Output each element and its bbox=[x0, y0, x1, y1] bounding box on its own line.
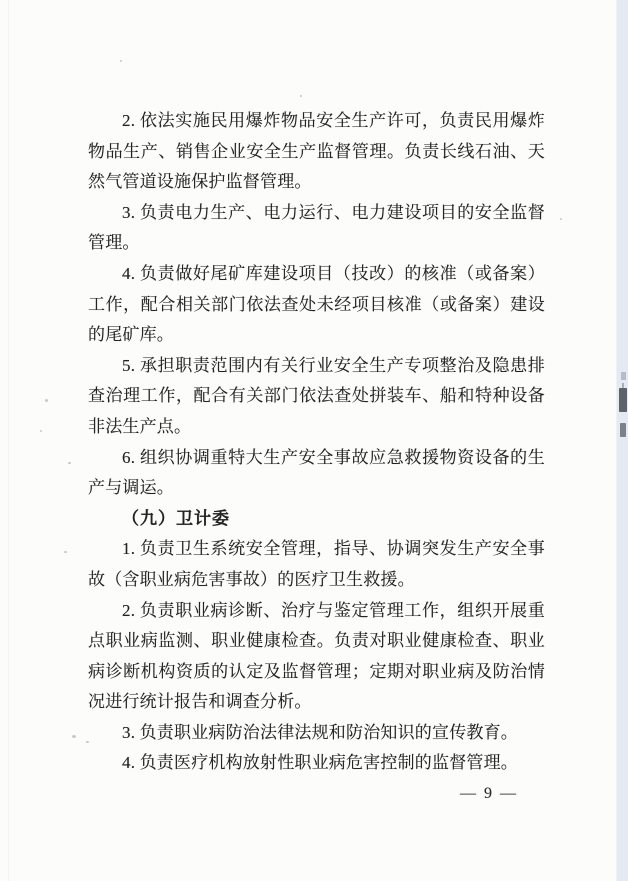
paragraph: 4. 负责做好尾矿库建设项目（技改）的核准（或备案）工作，配合相关部门依法查处未经项目核准（或备案）建设的尾矿库。 bbox=[88, 263, 545, 345]
scan-edge-strip bbox=[616, 0, 628, 881]
scan-speck bbox=[120, 60, 122, 62]
section-heading: （九）卫计委 bbox=[122, 508, 230, 528]
scan-speck bbox=[72, 735, 76, 738]
scan-speck bbox=[560, 218, 562, 220]
paragraph: 4. 负责医疗机构放射性职业病危害控制的监督管理。 bbox=[122, 753, 518, 773]
scan-speck bbox=[40, 430, 42, 432]
page-number: — 9 — bbox=[460, 785, 518, 802]
paragraph: 2. 负责职业病诊断、治疗与鉴定管理工作，组织开展重点职业病监测、职业健康检查。负责对职业健康检查、职业病诊断机构资质的认定及监督管理；定期对职业病及防治情况进行统计报告和调查分析。 bbox=[88, 600, 545, 712]
scan-speck bbox=[68, 462, 71, 464]
scan-fold-line bbox=[8, 0, 9, 881]
scan-smudge bbox=[620, 423, 626, 437]
paragraph: 3. 负责电力生产、电力运行、电力建设项目的安全监督管理。 bbox=[88, 202, 545, 253]
scan-speck bbox=[64, 551, 67, 553]
paragraph: 1. 负责卫生系统安全管理，指导、协调突发生产安全事故（含职业病危害事故）的医疗卫生救援。 bbox=[88, 539, 545, 589]
scan-speck bbox=[45, 399, 48, 402]
scan-smudge bbox=[621, 372, 626, 380]
scan-speck bbox=[300, 95, 302, 97]
scan-smudge bbox=[619, 388, 627, 412]
document-body bbox=[88, 106, 545, 779]
paragraph: 3. 负责职业病防治法律法规和防治知识的宣传教育。 bbox=[122, 722, 518, 742]
paragraph: 6. 组织协调重特大生产安全事故应急救援物资设备的生产与调运。 bbox=[88, 447, 545, 498]
paragraph: 2. 依法实施民用爆炸物品安全生产许可，负责民用爆炸物品生产、销售企业安全生产监督管理。负责长线石油、天然气管道设施保护监督管理。 bbox=[88, 111, 545, 192]
paragraph: 5. 承担职责范围内有关行业安全生产专项整治及隐患排查治理工作，配合有关部门依法查处拼装车、船和特种设备非法生产点。 bbox=[88, 355, 545, 436]
